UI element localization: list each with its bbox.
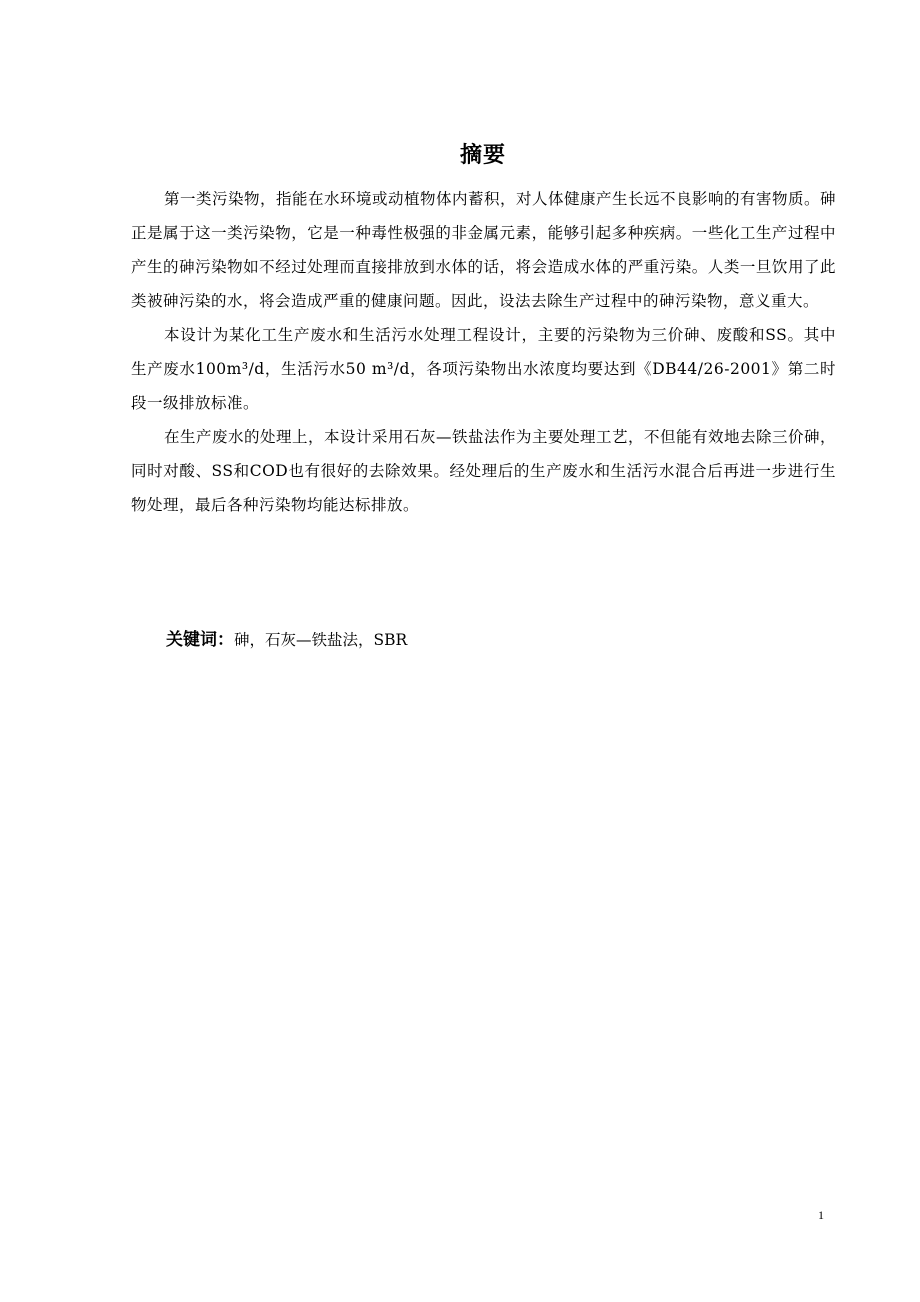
keywords-label: 关键词： [166,630,234,650]
abstract-paragraph-2: 本设计为某化工生产废水和生活污水处理工程设计，主要的污染物为三价砷、废酸和SS。其中生产废水100m³/d，生活污水50 m³/d，各项污染物出水浓度均要达到《DB44/26-2001》第二时段一级排放标准。 [131,326,836,412]
keywords-line [166,624,407,656]
abstract-paragraph-1: 第一类污染物，指能在水环境或动植物体内蓄积，对人体健康产生长远不良影响的有害物质。砷正是属于这一类污染物，它是一种毒性极强的非金属元素，能够引起多种疾病。一些化工生产过程中产生的砷污染物如不经过处理而直接排放到水体的话，将会造成水体的严重污染。人类一旦饮用了此类被砷污染的水，将会造成严重的健康问题。因此，设法去除生产过程中的砷污染物，意义重大。 [131,190,837,310]
abstract-title: 摘要 [459,143,506,168]
page-number: 1 [818,1208,824,1222]
keywords-value: 砷，石灰—铁盐法，SBR [234,631,408,649]
abstract-body [131,182,836,522]
abstract-paragraph-3: 在生产废水的处理上，本设计采用石灰—铁盐法作为主要处理工艺，不但能有效地去除三价砷，同时对酸、SS和COD也有很好的去除效果。经处理后的生产废水和生活污水混合后再进一步进行生物处理，最后各种污染物均能达标排放。 [131,428,837,514]
